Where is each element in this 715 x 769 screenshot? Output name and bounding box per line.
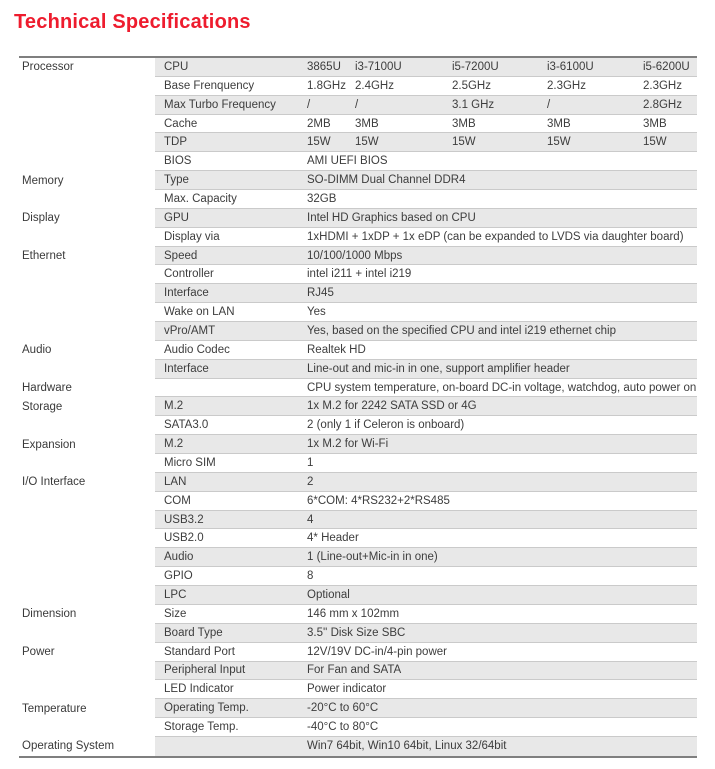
spec-area: [155, 228, 697, 247]
category-cell: I/O Interface: [19, 473, 155, 492]
category-cell: Ethernet: [19, 247, 155, 266]
category-cell: [19, 322, 155, 341]
spec-area: [155, 133, 697, 152]
spec-label-cell: GPU: [164, 211, 189, 224]
spec-area: [155, 586, 697, 605]
value-column-1: i3-7100U: [355, 60, 402, 73]
spec-label-cell: Storage Temp.: [164, 721, 239, 733]
value-cell: 1xHDMI + 1xDP + 1x eDP (can be expanded to LVDS via daughter board): [307, 230, 684, 243]
value-cell: [300, 61, 697, 73]
spec-label-cell: Audio Codec: [164, 343, 230, 356]
spec-label-cell: TDP: [164, 136, 187, 149]
spec-area: [155, 605, 697, 624]
spec-label-cell: Wake on LAN: [164, 306, 235, 319]
value-cell: -40°C to 80°C: [307, 721, 379, 733]
table-row: [19, 416, 697, 435]
table-row: [19, 643, 697, 662]
spec-label-cell: Speed: [164, 249, 198, 262]
value-column-3: 15W: [547, 136, 571, 149]
spec-label-cell: COM: [164, 494, 191, 507]
value-column-2: 2.5GHz: [452, 79, 491, 92]
spec-label-cell: LAN: [164, 475, 187, 488]
spec-area: [155, 171, 697, 190]
spec-area: [155, 322, 697, 341]
spec-label-cell: Board Type: [164, 626, 223, 639]
spec-label-cell: Size: [164, 607, 187, 620]
value-cell: 6*COM: 4*RS232+2*RS485: [307, 494, 450, 507]
value-cell: Intel HD Graphics based on CPU: [307, 211, 476, 224]
spec-label-cell: BIOS: [164, 155, 192, 168]
value-column-3: i3-6100U: [547, 60, 594, 73]
spec-area: [155, 529, 697, 548]
spec-area: [155, 247, 697, 266]
table-row: [19, 322, 697, 341]
value-cell: 8: [307, 570, 314, 583]
value-cell: CPU system temperature, on-board DC-in voltage, watchdog, auto power on: [307, 381, 697, 394]
value-column-3: 3MB: [547, 117, 571, 130]
category-cell: Temperature: [19, 699, 155, 718]
spec-label-cell: Interface: [164, 287, 209, 300]
spec-area: [155, 115, 697, 134]
value-cell: SO-DIMM Dual Channel DDR4: [307, 174, 466, 187]
value-cell: Yes, based on the specified CPU and intel i219 ethernet chip: [307, 324, 617, 337]
spec-area: [155, 397, 697, 416]
spec-label-cell: GPIO: [164, 570, 193, 583]
value-column-2: 3.1 GHz: [452, 98, 495, 111]
table-row: [19, 115, 697, 134]
value-cell: [300, 99, 697, 111]
value-column-3: 2.3GHz: [547, 79, 586, 92]
spec-label-cell: Audio: [164, 551, 194, 564]
value-column-1: 3MB: [355, 117, 379, 130]
category-cell: [19, 190, 155, 209]
spec-area: [155, 58, 697, 77]
page-title: Technical Specifications: [14, 11, 251, 33]
table-row: [19, 699, 697, 718]
spec-label-cell: Interface: [164, 362, 209, 375]
table-row: [19, 190, 697, 209]
spec-label-cell: Operating Temp.: [164, 702, 249, 715]
spec-table-body: [19, 58, 697, 756]
value-column-4: 3MB: [643, 117, 667, 130]
value-column-3: /: [547, 98, 551, 111]
table-row: [19, 624, 697, 643]
category-cell: [19, 152, 155, 171]
spec-area: [155, 341, 697, 360]
table-row: [19, 171, 697, 190]
table-row: [19, 662, 697, 681]
spec-label-cell: SATA3.0: [164, 419, 209, 432]
value-cell: 32GB: [307, 192, 337, 205]
value-cell: 4* Header: [307, 532, 359, 545]
spec-area: [155, 265, 697, 284]
value-cell: Line-out and mic-in in one, support amplifier header: [307, 362, 570, 375]
category-cell: Power: [19, 643, 155, 662]
value-cell: [300, 118, 697, 130]
table-row: [19, 133, 697, 152]
spec-area: [155, 284, 697, 303]
spec-label-cell: USB2.0: [164, 532, 204, 545]
spec-area: [155, 680, 697, 699]
table-row: [19, 303, 697, 322]
table-row: [19, 454, 697, 473]
value-column-4: 2.8GHz: [643, 98, 682, 111]
spec-label-cell: LPC: [164, 588, 187, 601]
category-cell: [19, 492, 155, 511]
category-cell: [19, 265, 155, 284]
value-cell: 146 mm x 102mm: [307, 607, 400, 620]
category-cell: [19, 680, 155, 699]
value-column-0: 3865U: [307, 60, 341, 73]
value-cell: 12V/19V DC-in/4-pin power: [307, 645, 447, 658]
category-cell: Storage: [19, 397, 155, 416]
table-row: [19, 247, 697, 266]
spec-area: [155, 152, 697, 171]
category-cell: [19, 454, 155, 473]
value-column-0: /: [307, 98, 311, 111]
category-cell: [19, 284, 155, 303]
spec-table: [19, 56, 697, 758]
category-cell: [19, 360, 155, 379]
spec-area: [155, 718, 697, 737]
category-cell: Processor: [19, 58, 155, 77]
category-cell: [19, 77, 155, 96]
spec-area: [155, 96, 697, 115]
spec-area: [155, 511, 697, 530]
spec-area: [155, 454, 697, 473]
category-cell: Dimension: [19, 605, 155, 624]
table-row: [19, 680, 697, 699]
spec-label-cell: Standard Port: [164, 645, 235, 658]
spec-label-cell: Controller: [164, 268, 214, 281]
table-row: [19, 77, 697, 96]
category-cell: [19, 511, 155, 530]
category-cell: [19, 662, 155, 681]
category-cell: Audio: [19, 341, 155, 360]
spec-area: [155, 624, 697, 643]
spec-area: [155, 379, 697, 398]
spec-label-cell: Micro SIM: [164, 456, 216, 469]
spec-label-cell: Max. Capacity: [164, 192, 237, 205]
table-row: [19, 492, 697, 511]
table-row: [19, 529, 697, 548]
category-cell: [19, 228, 155, 247]
spec-label-cell: Max Turbo Frequency: [164, 98, 276, 111]
table-row: [19, 605, 697, 624]
category-cell: Operating System: [19, 737, 155, 756]
value-column-4: 15W: [643, 136, 667, 149]
table-row: [19, 718, 697, 737]
value-column-0: 2MB: [307, 117, 331, 130]
category-cell: Expansion: [19, 435, 155, 454]
table-row: [19, 265, 697, 284]
value-cell: Optional: [307, 588, 350, 601]
value-cell: 2 (only 1 if Celeron is onboard): [307, 419, 465, 432]
spec-area: [155, 209, 697, 228]
category-cell: [19, 718, 155, 737]
value-cell: [300, 136, 697, 148]
value-column-4: 2.3GHz: [643, 79, 682, 92]
table-row: [19, 209, 697, 228]
value-cell: 1 (Line-out+Mic-in in one): [307, 551, 438, 564]
category-cell: [19, 96, 155, 115]
value-cell: 1: [307, 456, 314, 469]
category-cell: [19, 624, 155, 643]
value-cell: 1x M.2 for Wi-Fi: [307, 438, 389, 451]
value-cell: 2: [307, 475, 314, 488]
spec-label-cell: LED Indicator: [164, 683, 234, 696]
table-row: [19, 511, 697, 530]
spec-label-cell: M.2: [164, 400, 184, 413]
spec-area: [155, 548, 697, 567]
spec-label-cell: Cache: [164, 117, 198, 130]
table-row: [19, 737, 697, 756]
spec-label-cell: vPro/AMT: [164, 324, 216, 337]
table-row: [19, 228, 697, 247]
value-column-2: 3MB: [452, 117, 476, 130]
spec-area: [155, 360, 697, 379]
value-column-2: 15W: [452, 136, 476, 149]
value-column-0: 15W: [307, 136, 331, 149]
value-cell: Realtek HD: [307, 343, 366, 356]
table-row: [19, 567, 697, 586]
value-column-2: i5-7200U: [452, 60, 499, 73]
category-cell: Memory: [19, 171, 155, 190]
spec-label-cell: Peripheral Input: [164, 664, 246, 677]
value-column-1: 15W: [355, 136, 379, 149]
category-cell: [19, 416, 155, 435]
value-cell: [300, 80, 697, 92]
value-column-4: i5-6200U: [643, 60, 690, 73]
spec-area: [155, 435, 697, 454]
spec-label-cell: M.2: [164, 438, 184, 451]
spec-label-cell: CPU: [164, 60, 189, 73]
value-cell: Win7 64bit, Win10 64bit, Linux 32/64bit: [307, 740, 507, 753]
spec-area: [155, 567, 697, 586]
value-cell: Yes: [307, 306, 326, 319]
table-row: [19, 341, 697, 360]
spec-area: [155, 190, 697, 209]
category-cell: [19, 567, 155, 586]
category-cell: Display: [19, 209, 155, 228]
category-cell: [19, 548, 155, 567]
table-row: [19, 548, 697, 567]
table-row: [19, 586, 697, 605]
table-row: [19, 360, 697, 379]
table-row: [19, 397, 697, 416]
value-cell: RJ45: [307, 287, 334, 300]
table-row: [19, 96, 697, 115]
category-cell: [19, 586, 155, 605]
category-cell: [19, 115, 155, 134]
category-cell: [19, 529, 155, 548]
value-cell: Power indicator: [307, 683, 387, 696]
table-row: [19, 58, 697, 77]
value-cell: For Fan and SATA: [307, 664, 402, 677]
value-cell: 4: [307, 513, 314, 526]
spec-area: [155, 737, 697, 756]
spec-area: [155, 643, 697, 662]
spec-area: [155, 473, 697, 492]
value-cell: -20°C to 60°C: [307, 702, 379, 715]
spec-area: [155, 416, 697, 435]
table-row: [19, 379, 697, 398]
spec-area: [155, 77, 697, 96]
spec-label-cell: Type: [164, 174, 189, 187]
value-column-0: 1.8GHz: [307, 79, 346, 92]
table-row: [19, 473, 697, 492]
table-row: [19, 152, 697, 171]
value-cell: 3.5'' Disk Size SBC: [307, 626, 406, 639]
category-cell: [19, 133, 155, 152]
spec-label-cell: Base Frenquency: [164, 79, 255, 92]
value-cell: AMI UEFI BIOS: [307, 155, 388, 168]
table-row: [19, 435, 697, 454]
table-row: [19, 284, 697, 303]
value-column-1: /: [355, 98, 359, 111]
category-cell: Hardware: [19, 379, 155, 398]
spec-label-cell: USB3.2: [164, 513, 204, 526]
spec-area: [155, 303, 697, 322]
value-cell: 1x M.2 for 2242 SATA SSD or 4G: [307, 400, 477, 413]
spec-area: [155, 699, 697, 718]
spec-area: [155, 492, 697, 511]
spec-area: [155, 662, 697, 681]
value-cell: intel i211 + intel i219: [307, 268, 412, 281]
value-cell: 10/100/1000 Mbps: [307, 249, 403, 262]
value-column-1: 2.4GHz: [355, 79, 394, 92]
category-cell: [19, 303, 155, 322]
spec-label-cell: Display via: [164, 230, 220, 243]
